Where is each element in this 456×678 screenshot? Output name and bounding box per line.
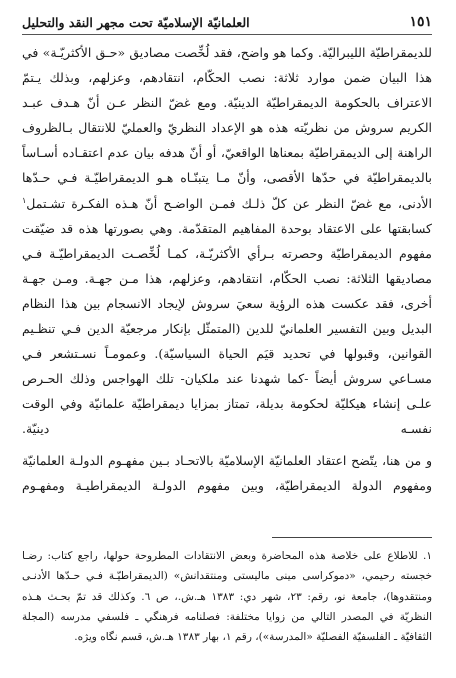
text-line: الأدنى، مع غضّ النظر عن كلّ ذلـك فمـن الواضـح أنّ هـذه الفكـرة تشـتمل [26, 195, 432, 211]
text-line: كسابقتها على الاعتقاد بوحدة المفاهيم المتقدّمة. وهي بصورتها هذه قد ضيّقت [22, 220, 432, 236]
text-line: في هذا البيان ضمن موارد ثلاثة: نصب الحكّام، انتقادهم، وعزلهم، وبذلك يـتمّ [22, 45, 432, 86]
text-line: العلمانيّة ومفهوم الدولة الديمقراطيّة، وبين مفهوم الدولـة الديمقراطيـة ومفهـوم [22, 452, 432, 493]
text-line: الكريم سروش من نظريّته هذه هو الإعداد النظريّ والعمليّ للانتقال بـالظروف [22, 120, 432, 136]
text-line-with-footnote [22, 196, 432, 211]
text-line: سروش أيضاً -كما شهدنا عند ملكيان- تلك الهواجس وذلك الحـرص علـى [22, 371, 432, 412]
header-title: العلمانيّة الإسلاميّة تحت مجهر النقد والتحليل [22, 14, 250, 30]
text-line: مفهوم الديمقراطيّة وحصرته بـرأي الأكثريّـة، كمـا لُخِّصـت الديمقراطيّـة فـي [22, 245, 432, 261]
paragraph-1 [22, 40, 432, 442]
text-line: القوانين، وقبولها في تحديد قيَم الحياة السياسيّة). وعمومـاً نسـتشعر فـي مسـاعي [22, 346, 432, 387]
text-line: بالديمقراطيّة في حدّها الأقصى، وأنّ مـا يتبنّـاه هـو الديمقراطيّـة فـي حـدّها [22, 170, 432, 186]
text-line: دينيّة. [22, 421, 50, 437]
running-header [22, 10, 432, 35]
text-line: الراهنة إلى الديمقراطيّة بمعناها الواقعيّ، أو أنّ هدفه بيان عدم اعتقـاده أسـاساً [22, 145, 432, 161]
paragraph-2 [22, 448, 432, 498]
page-number: ١٥١ [409, 14, 432, 30]
footnote-separator [272, 537, 432, 538]
text-line: للديمقراطيّة الليبراليّة. وكما هو واضح، فقد لُخِّصت مصاديق «حـق الأكثريّـة» [42, 45, 432, 60]
text-line: البديل وبين التفسير العلمانيّ للدين (المتمثّل بإنكار مرجعيّة الدين فـي تنظـيم [22, 321, 432, 337]
text-line: أخرى، فقد عكست هذه الرؤية سعيَ سروش لإيجاد الانسجام بين هذا النظام [22, 295, 432, 311]
footnote-reference[interactable]: ١ [22, 195, 27, 205]
main-text [22, 40, 432, 498]
text-line: إنشاء هيكليّة لحكومة بديلة، تمتاز بمزايا ديمقراطيّة علمانيّة وفي الوقت نفسـه [22, 396, 432, 437]
text-line: مصاديقها الثلاثة: نصب الحكّام، انتقادهم، وعزلهم، هذا مـن جهـة. ومـن جهـة [22, 270, 432, 286]
text-line: و من هنا، يتّضح اعتقاد العلمانيّة الإسلاميّة بالاتحـاد بـين مفهـوم الدولـة [69, 452, 432, 468]
footnote: ١. للاطلاع على خلاصة هذه المحاضرة وبعض الانتقادات المطروحة حولها، راجع كتاب: رضـا خجسته رحيمي، «دموكراسى مينى ماليستى ومنتقدانش» (الديمقراطيّـة فـي حـدّها الأدنـى ومنتقدوها)، جامعة نو، رقم: ٢٣، شهر دي: ١٣٨٣ هـ.ش.، ص ٦. وكذلك قد تمّ بحـث هـذه النظريّة في المصدر التالي من زوايا مختلفة: فصلنامه فرهنگي ـ فلسفي مدرسه (المجلة الثقافيّة ـ الفلسفيّة الفصليّة «المدرسة»)، رقم ١، بهار ١٣٨٣ هـ.ش، قسم نگاه ويژه. [22, 550, 433, 644]
text-line: الاعتراف بالحكومة الديمقراطيّة الدينيّة. ومع غضّ النظر عـن أنّ هـدف عبـد [22, 95, 432, 111]
